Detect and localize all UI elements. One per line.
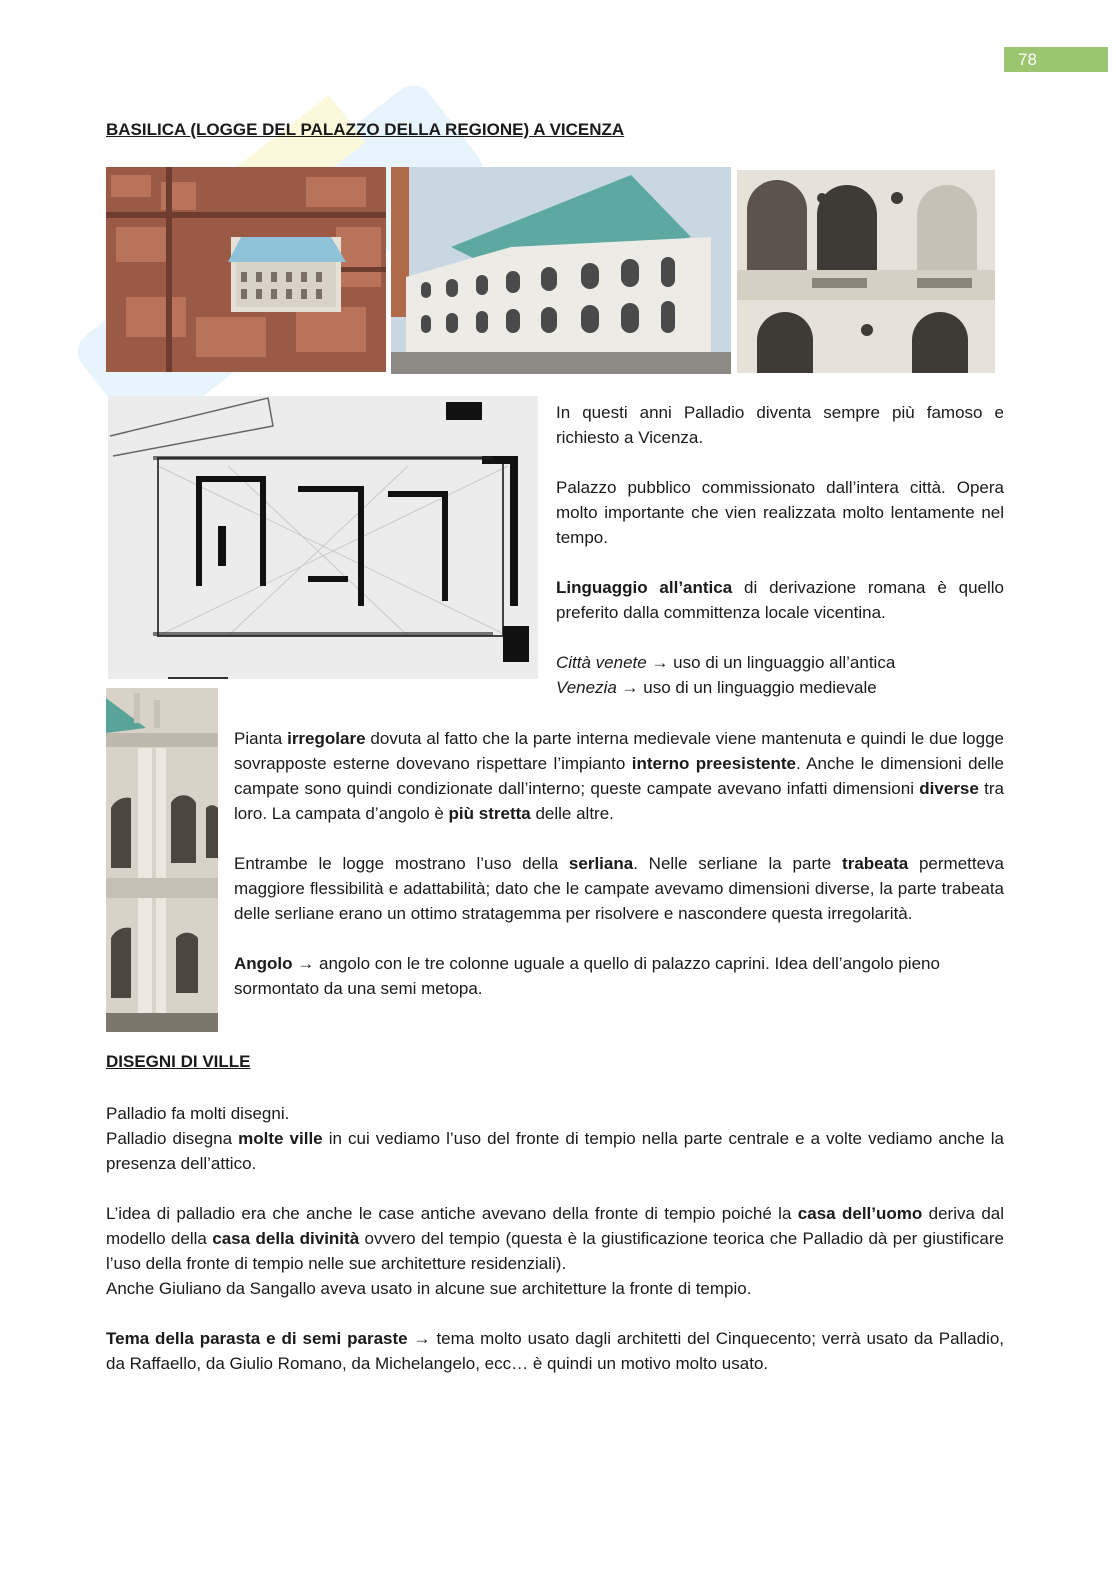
basilica-corner-photo bbox=[106, 688, 218, 1032]
basilica-facade-photo bbox=[391, 167, 731, 374]
loggia-detail-photo bbox=[737, 170, 995, 373]
logge-paragraph: Entrambe le logge mostrano l’uso della serliana. Nelle serliane la parte trabeata permetteva maggiore flessibilità e adattabilità; dato che le campate avevamo dimensioni diverse, la parte trabeata delle serliane erano un ottimo stratagemma per risolvere e nascondere questa irregolarità. bbox=[234, 854, 1005, 923]
floor-plan-drawing bbox=[108, 396, 538, 679]
section-heading-basilica: BASILICA (LOGGE DEL PALAZZO DELLA REGIONE) A VICENZA bbox=[106, 120, 625, 139]
intro-paragraph-1: In questi anni Palladio diventa sempre più famoso e richiesto a Vicenza. bbox=[556, 403, 1004, 447]
intro-paragraph-2: Palazzo pubblico commissionato dall’intera città. Opera molto importante che vien realizzata molto lentamente nel tempo. bbox=[556, 478, 1004, 547]
section-heading-disegni: DISEGNI DI VILLE bbox=[106, 1052, 251, 1071]
disegni-text-block bbox=[106, 1101, 1004, 1376]
intro-text-block bbox=[556, 400, 1004, 700]
angolo-paragraph: Angolo → angolo con le tre colonne uguale a quello di palazzo caprini. Idea dell’angolo pieno sormontato da una semi metopa. bbox=[234, 954, 940, 998]
pianta-text-block bbox=[234, 726, 1004, 1001]
pianta-paragraph: Pianta irregolare dovuta al fatto che la parte interna medievale viene mantenuta e quindi le due logge sovrapposte esterne dovevano rispettare l’impianto interno preesistente. Anche le dimensioni delle campate sono quindi condizionate dall’interno; queste campate avevano infatti dimensioni diverse tra loro. La campata d’angolo è più stretta delle altre. bbox=[234, 729, 1004, 823]
page-number: 78 bbox=[1004, 47, 1108, 72]
aerial-view-photo bbox=[106, 167, 386, 372]
intro-comparison: Città venete → uso di un linguaggio all’antica Venezia → uso di un linguaggio medievale bbox=[556, 653, 896, 697]
disegni-paragraph-1: Palladio fa molti disegni. Palladio disegna molte ville in cui vediamo l’uso del fronte di tempio nella parte centrale e a volte vediamo anche la presenza dell’attico. bbox=[106, 1104, 1004, 1173]
disegni-paragraph-2: L’idea di palladio era che anche le case antiche avevano della fronte di tempio poiché la casa dell’uomo deriva dal modello della casa della divinità ovvero del tempio (questa è la giustificazione teorica che Palladio dà per giustificare l’uso della fronte di tempio nelle sue architetture residenziali). Anche Giuliano da Sangallo aveva usato in alcune sue architetture la fronte di tempio. bbox=[106, 1204, 1005, 1298]
intro-paragraph-3: Linguaggio all’antica di derivazione romana è quello preferito dalla committenza locale vicentina. bbox=[556, 578, 1004, 622]
disegni-paragraph-3: Tema della parasta e di semi paraste → tema molto usato dagli architetti del Cinquecento; verrà usato da Palladio, da Raffaello, da Giulio Romano, da Michelangelo, ecc… è quindi un motivo molto usato. bbox=[106, 1329, 1005, 1373]
